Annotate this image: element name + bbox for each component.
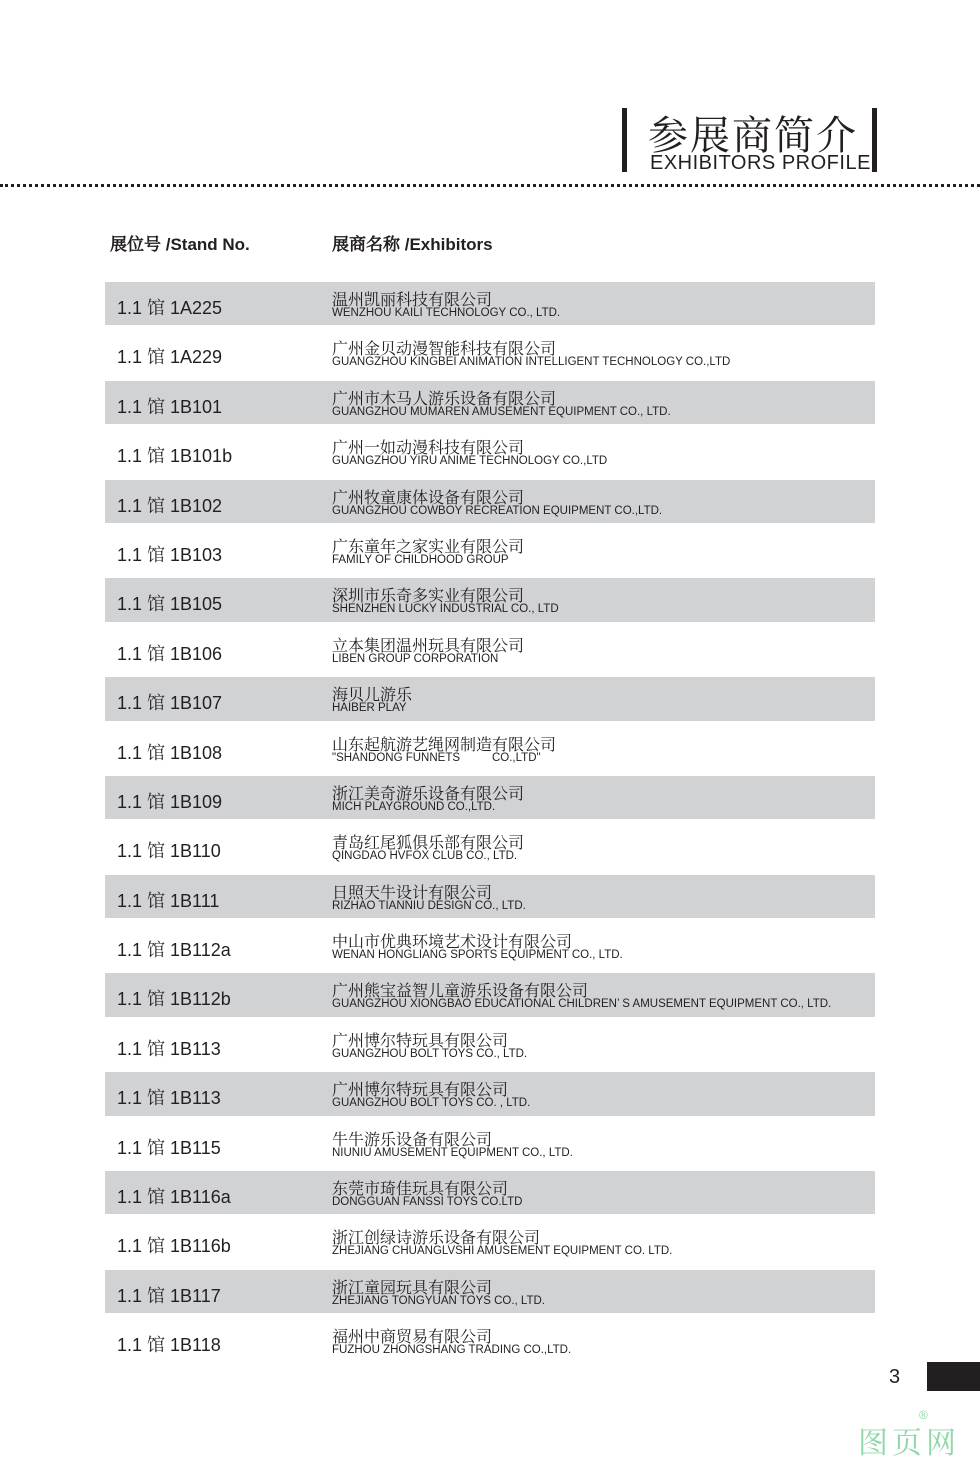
stand-number: 1.1 馆 1B112b	[117, 989, 231, 1010]
stand-number: 1.1 馆 1B111	[117, 890, 220, 911]
exhibitor-name-en: DONGGUAN FANSSI TOYS CO.LTD	[332, 1196, 523, 1209]
exhibitor-name-en: RIZHAO TIANNIU DESIGN CO., LTD.	[332, 899, 526, 912]
stand-number: 1.1 馆 1B106	[117, 643, 223, 664]
column-header-stand: 展位号 /Stand No.	[110, 235, 250, 254]
stand-number: 1.1 馆 1B108	[117, 742, 223, 763]
exhibitor-name-cn: 浙江创绿诗游乐设备有限公司	[332, 1228, 541, 1248]
exhibitor-name-cn: 广州一如动漫科技有限公司	[332, 438, 525, 458]
stand-number: 1.1 馆 1B117	[117, 1285, 221, 1306]
exhibitor-name-cn: 东莞市琦佳玩具有限公司	[332, 1179, 509, 1199]
stand-number: 1.1 馆 1A229	[117, 347, 223, 368]
exhibitor-name-cn: 立本集团温州玩具有限公司	[332, 635, 525, 655]
table-row	[105, 1319, 875, 1362]
table-row	[105, 1220, 875, 1263]
exhibitor-name-en: GUANGZHOU BOLT TOYS CO. , LTD.	[332, 1097, 531, 1110]
exhibitor-name-en: GUANGZHOU BOLT TOYS CO., LTD.	[332, 1047, 528, 1060]
table-row	[105, 480, 875, 523]
table-row	[105, 529, 875, 572]
exhibitor-name-cn: 广州博尔特玩具有限公司	[332, 1030, 509, 1050]
exhibitor-name-cn: 青岛红尾狐俱乐部有限公司	[332, 833, 525, 853]
exhibitor-name-en: ZHEJIANG TONGYUAN TOYS CO., LTD.	[332, 1294, 546, 1307]
watermark-logo: 图页网	[858, 1426, 960, 1461]
table-row	[105, 628, 875, 671]
exhibitor-name-cn: 广州牧童康体设备有限公司	[332, 487, 525, 507]
exhibitor-name-en: GUANGZHOU COWBOY RECREATION EQUIPMENT CO.,LTD.	[332, 504, 663, 517]
stand-number: 1.1 馆 1B118	[117, 1335, 221, 1356]
table-row	[105, 677, 875, 720]
exhibitor-table	[105, 282, 875, 1369]
stand-number: 1.1 馆 1B102	[117, 495, 223, 516]
table-row	[105, 1270, 875, 1313]
exhibitor-name-cn: 中山市优典环境艺术设计有限公司	[332, 932, 573, 952]
exhibitor-name-en: ZHEJIANG CHUANGLVSHI AMUSEMENT EQUIPMENT CO. LTD.	[332, 1245, 673, 1258]
stand-number: 1.1 馆 1B113	[117, 1038, 221, 1059]
section-title-en: EXHIBITORS PROFILE	[650, 152, 871, 174]
stand-number: 1.1 馆 1B105	[117, 594, 223, 615]
table-row	[105, 875, 875, 918]
table-row	[105, 973, 875, 1016]
stand-number: 1.1 馆 1B103	[117, 544, 223, 565]
exhibitor-name-cn: 浙江美奇游乐设备有限公司	[332, 783, 525, 803]
exhibitor-name-en: WENZHOU KAILI TECHNOLOGY CO., LTD.	[332, 307, 561, 319]
table-row	[105, 1122, 875, 1165]
header-bar-left	[622, 108, 627, 172]
exhibitor-name-en: GUANGZHOU MUMAREN AMUSEMENT EQUIPMENT CO., LTD.	[332, 405, 671, 418]
stand-number: 1.1 馆 1B101b	[117, 446, 233, 467]
table-row	[105, 282, 875, 325]
exhibitor-name-cn: 温州凯丽科技有限公司	[332, 290, 493, 309]
exhibitor-name-en: HAIBER PLAY	[332, 702, 407, 715]
table-row	[105, 1171, 875, 1214]
stand-number: 1.1 馆 1B113	[117, 1088, 221, 1109]
exhibitor-name-cn: 牛牛游乐设备有限公司	[332, 1129, 493, 1149]
table-row	[105, 924, 875, 967]
exhibitor-name-cn: 广东童年之家实业有限公司	[332, 536, 525, 556]
stand-number: 1.1 馆 1B116a	[117, 1187, 231, 1208]
exhibitor-name-cn: 广州市木马人游乐设备有限公司	[332, 388, 557, 408]
header-bar-right	[872, 108, 877, 172]
exhibitor-name-cn: 广州博尔特玩具有限公司	[332, 1080, 509, 1100]
table-row	[105, 381, 875, 424]
exhibitor-name-en: "SHANDONG FUNNETS CO.,LTD"	[332, 751, 541, 764]
table-row	[105, 1023, 875, 1066]
exhibitor-name-en: FUZHOU ZHONGSHANG TRADING CO.,LTD.	[332, 1344, 572, 1357]
exhibitor-name-en: NIUNIU AMUSEMENT EQUIPMENT CO., LTD.	[332, 1146, 573, 1159]
stand-number: 1.1 馆 1B107	[117, 693, 223, 714]
exhibitor-name-cn: 浙江童园玩具有限公司	[332, 1277, 493, 1297]
exhibitor-name-en: FAMILY OF CHILDHOOD GROUP	[332, 553, 509, 566]
table-row	[105, 727, 875, 770]
exhibitor-name-cn: 深圳市乐奇多实业有限公司	[332, 586, 525, 606]
exhibitor-name-cn: 广州金贝动漫智能科技有限公司	[332, 339, 557, 359]
stand-number: 1.1 馆 1B110	[117, 841, 221, 862]
exhibitor-name-cn: 海贝儿游乐	[332, 685, 413, 705]
page-tab	[927, 1362, 980, 1391]
exhibitor-name-cn: 广州熊宝益智儿童游乐设备有限公司	[332, 981, 589, 1001]
stand-number: 1.1 馆 1B101	[117, 396, 223, 417]
exhibitor-name-en: GUANGZHOU XIONGBAO EDUCATIONAL CHILDREN’ S AMUSEMENT EQUIPMENT CO., LTD.	[332, 998, 832, 1011]
exhibitor-name-cn: 日照天牛设计有限公司	[332, 882, 493, 902]
table-row	[105, 1072, 875, 1115]
stand-number: 1.1 馆 1B116b	[117, 1236, 231, 1257]
stand-number: 1.1 馆 1B109	[117, 791, 223, 812]
table-row	[105, 331, 875, 374]
exhibitor-name-en: LIBEN GROUP CORPORATION	[332, 652, 499, 665]
dotted-divider	[0, 184, 980, 187]
table-row	[105, 578, 875, 621]
exhibitor-name-cn: 山东起航游艺绳网制造有限公司	[332, 734, 557, 754]
exhibitor-name-en: GUANGZHOU YIRU ANIME TECHNOLOGY CO.,LTD	[332, 455, 608, 468]
exhibitor-name-en: SHENZHEN LUCKY INDUSTRIAL CO., LTD	[332, 603, 559, 616]
exhibitor-name-cn: 福州中商贸易有限公司	[332, 1327, 493, 1347]
exhibitor-name-en: MICH PLAYGROUND CO.,LTD.	[332, 800, 496, 813]
stand-number: 1.1 馆 1B115	[117, 1137, 221, 1158]
stand-number: 1.1 馆 1B112a	[117, 940, 231, 961]
page-number: 3	[889, 1366, 901, 1388]
stand-number: 1.1 馆 1A225	[117, 298, 223, 318]
table-row	[105, 430, 875, 473]
section-title-cn: 参展商简介	[648, 113, 858, 159]
registered-mark: ®	[919, 1408, 928, 1422]
table-row	[105, 825, 875, 868]
column-header-exhibitors: 展商名称 /Exhibitors	[332, 235, 493, 254]
exhibitor-name-en: WENAN HONGLIANG SPORTS EQUIPMENT CO., LTD.	[332, 949, 623, 962]
exhibitor-name-en: QINGDAO HVFOX CLUB CO., LTD.	[332, 850, 518, 863]
table-row	[105, 776, 875, 819]
exhibitor-name-en: GUANGZHOU KINGBEI ANIMATION INTELLIGENT TECHNOLOGY CO.,LTD	[332, 356, 731, 369]
